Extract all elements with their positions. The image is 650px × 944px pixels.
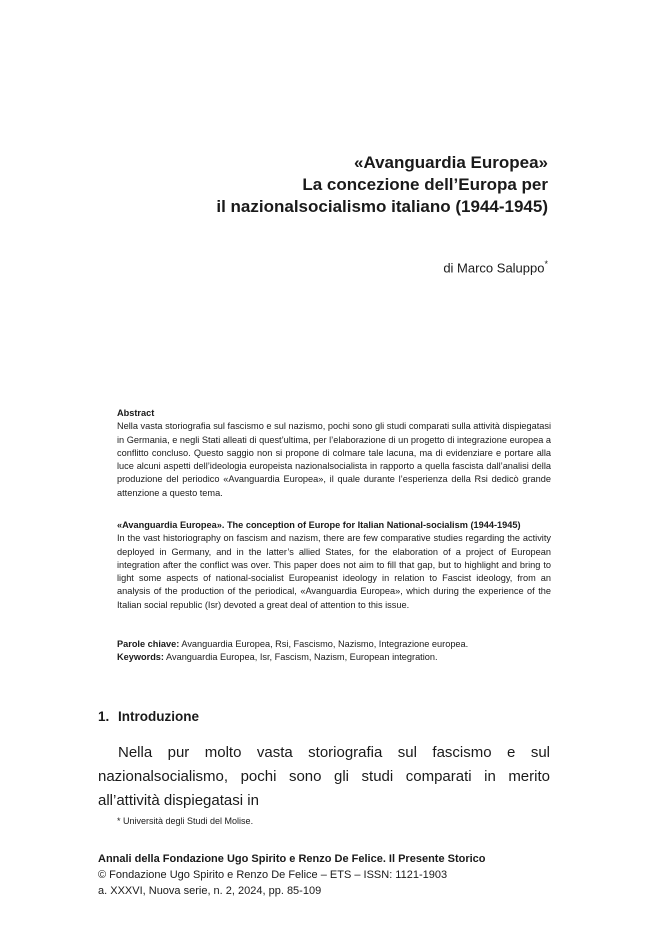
keywords-italian-value: Avanguardia Europea, Rsi, Fascismo, Nazismo, Integrazione europea.: [181, 639, 469, 649]
author-footnote-mark: *: [544, 259, 548, 269]
abstract-english-heading: «Avanguardia Europea». The conception of Europe for Italian National-socialism (1944-1945): [117, 520, 521, 530]
body-paragraph: Nella pur molto vasta storiografia sul fascismo e sul nazionalsocialismo, pochi sono gli studi comparati in merito all’attività dispiegatasi in: [98, 744, 550, 809]
keywords-italian: [117, 638, 551, 651]
journal-copyright: © Fondazione Ugo Spirito e Renzo De Felice – ETS – ISSN: 1121-1903: [98, 869, 448, 881]
journal-issue: a. XXXVI, Nuova serie, n. 2, 2024, pp. 85-109: [98, 885, 322, 897]
author-byline: [443, 259, 548, 275]
author-name: di Marco Saluppo: [443, 260, 545, 276]
abstract-italian: [117, 407, 551, 500]
journal-info: [98, 851, 486, 899]
keywords-english-value: Avanguardia Europea, Isr, Fascism, Nazism, European integration.: [166, 652, 438, 663]
title-line-2: La concezione dell’Europa per: [302, 175, 548, 194]
keywords-block: [117, 638, 551, 665]
abstract-english: [117, 519, 551, 612]
article-title: [216, 152, 548, 218]
section-number: 1.: [98, 709, 110, 724]
abstract-english-text: In the vast historiography on fascism and nazism, there are few comparative studies regarding the activity deployed in Germany, and in the latter’s allied States, for the elaboration of a project of European integration after the conflict was over. This paper does not aim to fill that gap, but to highlight and bring to light some aspects of national-socialist Europeanist ideology in relation to Fascist ideology, from an analysis of the production of the periodical, «Avanguardia Europea», which during the experience of the Italian social republic (Isr) devoted a great deal of attention to this issue.: [117, 533, 551, 610]
footnote: * Università degli Studi del Molise.: [117, 816, 254, 826]
abstract-heading: Abstract: [117, 408, 155, 418]
keywords-italian-label: Parole chiave:: [117, 639, 180, 649]
keywords-english-label: Keywords:: [117, 652, 164, 663]
abstract-italian-text: Nella vasta storiografia sul fascismo e sul nazismo, pochi sono gli studi comparati sulla attività dispiegatasi in Germania, e negli Stati alleati di quest’ultima, per l’elaborazione di un progetto di integrazione europea a conflitto concluso. Questo saggio non si propone di colmare tale lacuna, ma di evidenziare e portare alla luce alcuni aspetti dell’ideologia europeista nazionalsocialista in rapporto a quella fascista dall’analisi della produzione del periodico «Avanguardia Europea», il quale durante l’esperienza della Rsi dedicò grande attenzione a questo tema.: [117, 421, 551, 498]
title-line-3: il nazionalsocialismo italiano (1944-1945): [216, 197, 548, 216]
section-heading: [98, 709, 199, 724]
keywords-english: [117, 651, 551, 664]
section-title: Introduzione: [118, 709, 199, 724]
title-line-1: «Avanguardia Europea»: [354, 153, 548, 172]
journal-title: Annali della Fondazione Ugo Spirito e Renzo De Felice. Il Presente Storico: [98, 853, 486, 865]
